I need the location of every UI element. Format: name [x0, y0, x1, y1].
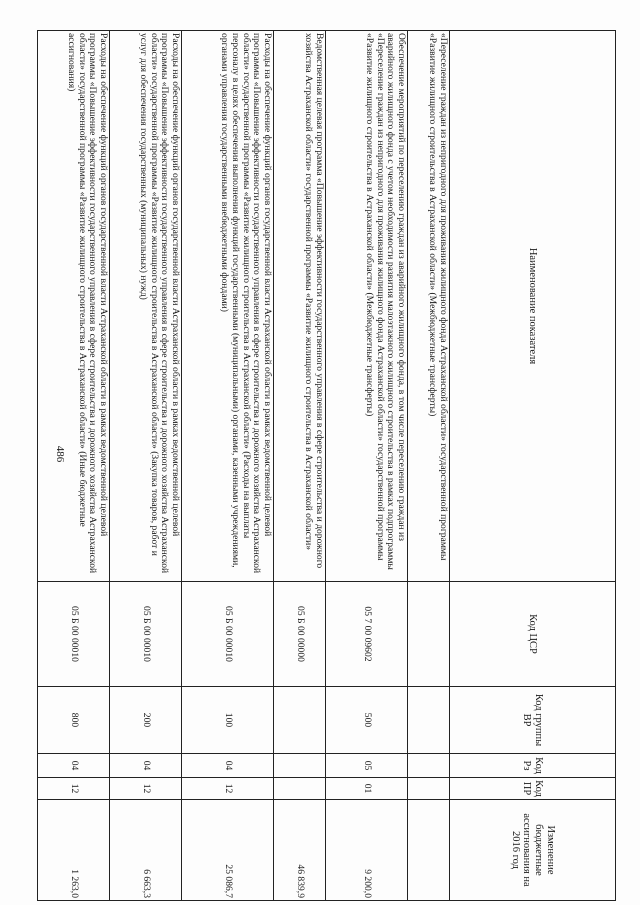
row-csr: 05 Б 00 00010: [110, 582, 182, 687]
header-vr: Код группы ВР: [450, 687, 616, 754]
row-rz: 04: [38, 754, 110, 778]
row-rz: 04: [182, 754, 274, 778]
row-pr: 01: [326, 778, 408, 800]
header-name: Наименование показателя: [450, 31, 616, 582]
table-row: [110, 31, 182, 901]
row-rz: 05: [326, 754, 408, 778]
table-row: [182, 31, 274, 901]
table-row: [326, 31, 408, 901]
row-vr: 800: [38, 687, 110, 754]
row-rz: 04: [110, 754, 182, 778]
row-vr: [408, 687, 450, 754]
row-csr: [408, 582, 450, 687]
row-rz: [274, 754, 326, 778]
header-rz: Код Рз: [450, 754, 616, 778]
row-vr: 200: [110, 687, 182, 754]
table-row: [274, 31, 326, 901]
row-amount: [408, 800, 450, 901]
header-amount: Изменение бюджетные ассигнования на 2016 год: [450, 800, 616, 901]
table-row: [408, 31, 450, 901]
row-pr: [408, 778, 450, 800]
row-csr: 05 7 00 09602: [326, 582, 408, 687]
page-number: 486: [54, 445, 66, 463]
row-csr: 05 Б 00 00010: [38, 582, 110, 687]
row-pr: 12: [110, 778, 182, 800]
header-pr: Код ПР: [450, 778, 616, 800]
row-name: Расходы на обеспечение функций органов государственной власти Астраханской области в рамках ведомственной целевой программы «Повышение эффективности государственного управления в сфере строительства и дорожного хозяйства Астраханской области» государственной программы «Развитие жилищного строительства в Астраханской области» (Закупка товаров, работ и услуг для обеспечения государственных (муниципальных) нужд): [110, 31, 182, 582]
row-amount: 9 200,0: [326, 800, 408, 901]
row-name: Расходы на обеспечение функций органов государственной власти Астраханской области в рамках ведомственной целевой программы «Повышение эффективности государственного управления в сфере строительства и дорожного хозяйства Астраханской области» государственной программы «Развитие жилищного строительства в Астраханской области» (Иные бюджетные ассигнования): [38, 31, 110, 582]
row-amount: 6 663,3: [110, 800, 182, 901]
row-pr: 12: [38, 778, 110, 800]
header-row: [450, 31, 616, 901]
row-name: Расходы на обеспечение функций органов государственной власти Астраханской области в рамках ведомственной целевой программы «Повышение эффективности государственного управления в сфере строительства и дорожного хозяйства Астраханской области» государственной программы «Развитие жилищного строительства в Астраханской области» (Расходы на выплаты персоналу в целях обеспечения выполнения функций государственными (муниципальными) органами, казенными учреждениями, органами управления государственными внебюджетными фондами): [182, 31, 274, 582]
row-vr: [274, 687, 326, 754]
row-amount: 1 263,0: [38, 800, 110, 901]
rotated-table-wrapper: [65, 30, 616, 900]
header-csr: Код ЦСР: [450, 582, 616, 687]
row-name: Ведомственная целевая программа «Повышение эффективности государственного управления в сфере строительства и дорожного хозяйства Астраханской области» государственной программы «Развитие жилищного строительства в Астраханской области»: [274, 31, 326, 582]
row-amount: 46 839,9: [274, 800, 326, 901]
budget-table: [37, 30, 616, 901]
row-name: Обеспечение мероприятий по переселению граждан из аварийного жилищного фонда, в том числе переселению граждан из аварийного жилищного фонда с учетом необходимости развития малоэтажного жилищного строительства в рамках подпрограммы «Переселение граждан из непригодного для проживания жилищного фонда Астраханской области» государственной программы «Развитие жилищного строительства в Астраханской области» (Межбюджетные трансферты): [326, 31, 408, 582]
table-row: [38, 31, 110, 901]
row-vr: 500: [326, 687, 408, 754]
row-vr: 100: [182, 687, 274, 754]
row-csr: 05 Б 00 00000: [274, 582, 326, 687]
row-pr: 12: [182, 778, 274, 800]
row-pr: [274, 778, 326, 800]
row-name: «Переселение граждан из непригодного для проживания жилищного фонда Астраханской области» государственной программы «Развитие жилищного строительства в Астраханской области» (Межбюджетные трансферты): [408, 31, 450, 582]
row-rz: [408, 754, 450, 778]
row-csr: 05 Б 00 00010: [182, 582, 274, 687]
row-amount: 25 086,7: [182, 800, 274, 901]
